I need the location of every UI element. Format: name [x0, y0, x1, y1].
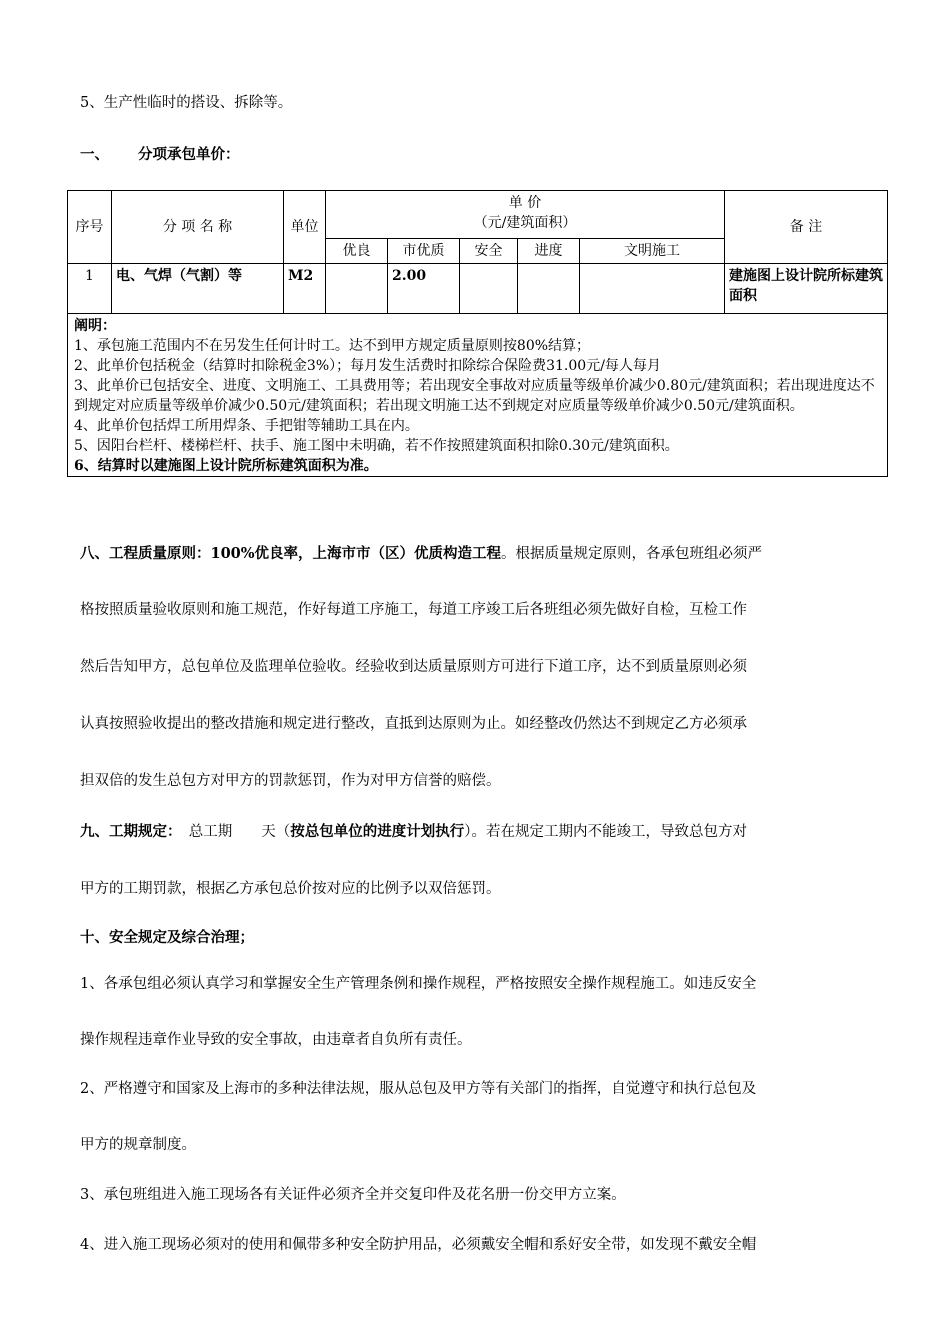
header-sub-city-quality: 市优质 [388, 239, 460, 264]
note-item: 1、承包施工范围内不在另发生任何计时工。达不到甲方规定质量原则按80%结算； [74, 338, 591, 354]
section-one-heading [80, 145, 240, 165]
section-ten-line-4: 甲方的规章制度。 [80, 1137, 196, 1153]
header-unit: 单位 [284, 191, 326, 264]
note-item: 5、因阳台栏杆、楼梯栏杆、扶手、施工图中未明确，若不作按照建筑面积扣除0.30元/建筑面积。 [74, 438, 679, 454]
section-eight-line-1 [80, 544, 762, 564]
section-nine-part2: ）。若在规定工期内不能竣工，导致总包方对 [464, 824, 747, 840]
note-item: 4、此单价包括焊工所用焊条、手把钳等辅助工具在内。 [74, 418, 419, 434]
header-sub-excellent: 优良 [326, 239, 388, 264]
header-remark: 备 注 [725, 191, 888, 264]
row-seq: 1 [68, 264, 112, 314]
row-value-safety [460, 264, 518, 314]
note-item: 2、此单价包括税金（结算时扣除税金3%）；每月发生活费时扣除综合保险费31.00元/每人每月 [74, 358, 661, 374]
section-ten-line-6: 4、进入施工现场必须对的使用和佩带多种安全防护用品，必须戴安全帽和系好安全带，如发现不戴安全帽 [80, 1237, 757, 1253]
section-eight-line-4: 认真按照验收提出的整改措施和规定进行整改，直抵到达原则为止。如经整改仍然达不到规定乙方必须承 [80, 716, 747, 732]
section-ten-line-2: 操作规程违章作业导致的安全事故，由违章者自负所有责任。 [80, 1032, 472, 1048]
section-one-title: 分项承包单价： [138, 146, 240, 163]
section-nine-line-1 [80, 822, 747, 842]
row-remark: 建施图上设计院所标建筑面积 [725, 264, 888, 314]
notes-cell [68, 314, 888, 477]
row-value-civilized [580, 264, 725, 314]
header-price [326, 191, 725, 239]
section-ten-line-5: 3、承包班组进入施工现场各有关证件必须齐全并交复印件及花名册一份交甲方立案。 [80, 1187, 626, 1203]
row-unit: M2 [284, 264, 326, 314]
row-value-city-quality: 2.00 [388, 264, 460, 314]
note-item: 3、此单价已包括安全、进度、文明施工、工具费用等；若出现安全事故对应质量等级单价减少0.80元/建筑面积；若出现进度达不到规定对应质量等级单价减少0.50元/建筑面积；若出现文明施工达不到规定对应质量等级单价减少0.50元/建筑面积。 [74, 378, 875, 414]
section-nine-bold: 按总包单位的进度计划执行 [290, 823, 465, 840]
table-row [68, 264, 888, 314]
intro-line: 5、生产性临时的搭设、拆除等。 [80, 95, 293, 111]
row-value-excellent [326, 264, 388, 314]
header-sub-civilized: 文明施工 [580, 239, 725, 264]
header-sub-safety: 安全 [460, 239, 518, 264]
header-price-title: 单 价 [508, 195, 542, 211]
section-nine-heading: 九、工期规定： [80, 823, 175, 840]
row-value-progress [518, 264, 580, 314]
section-ten-heading: 十、安全规定及综合治理； [80, 929, 254, 946]
header-sub-progress: 进度 [518, 239, 580, 264]
notes-title: 阐明： [74, 318, 116, 334]
header-price-subtitle: （元/建筑面积） [473, 215, 577, 231]
section-eight-line-3: 然后告知甲方，总包单位及监理单位验收。经验收到达质量原则方可进行下道工序，达不到质量原则必须 [80, 659, 747, 675]
section-ten-line-3: 2、严格遵守和国家及上海市的多种法律法规，服从总包及甲方等有关部门的指挥，自觉遵守和执行总包及 [80, 1081, 757, 1097]
section-one-number: 一、 [80, 146, 109, 163]
section-ten-line-1: 1、各承包组必须认真学习和掌握安全生产管理条例和操作规程，严格按照安全操作规程施工。如违反安全 [80, 976, 757, 992]
row-item: 电、气焊（气割）等 [112, 264, 284, 314]
section-eight-heading: 八、工程质量原则：100%优良率，上海市市（区）优质构造工程 [80, 545, 502, 562]
header-item: 分 项 名 称 [112, 191, 284, 264]
section-nine-part1: 总工期 天（ [188, 824, 291, 840]
unit-price-table [67, 190, 888, 477]
section-eight-line-5: 担双倍的发生总包方对甲方的罚款惩罚，作为对甲方信誉的赔偿。 [80, 773, 501, 789]
header-seq: 序号 [68, 191, 112, 264]
section-nine-line-2: 甲方的工期罚款，根据乙方承包总价按对应的比例予以双倍惩罚。 [80, 881, 501, 897]
section-eight-line-2: 格按照质量验收原则和施工规范，作好每道工序施工，每道工序竣工后各班组必须先做好自检，互检工作 [80, 602, 747, 618]
section-eight-text: 。根据质量规定原则，各承包班组必须严 [501, 546, 763, 562]
note-item: 6、结算时以建施图上设计院所标建筑面积为准。 [74, 458, 378, 474]
